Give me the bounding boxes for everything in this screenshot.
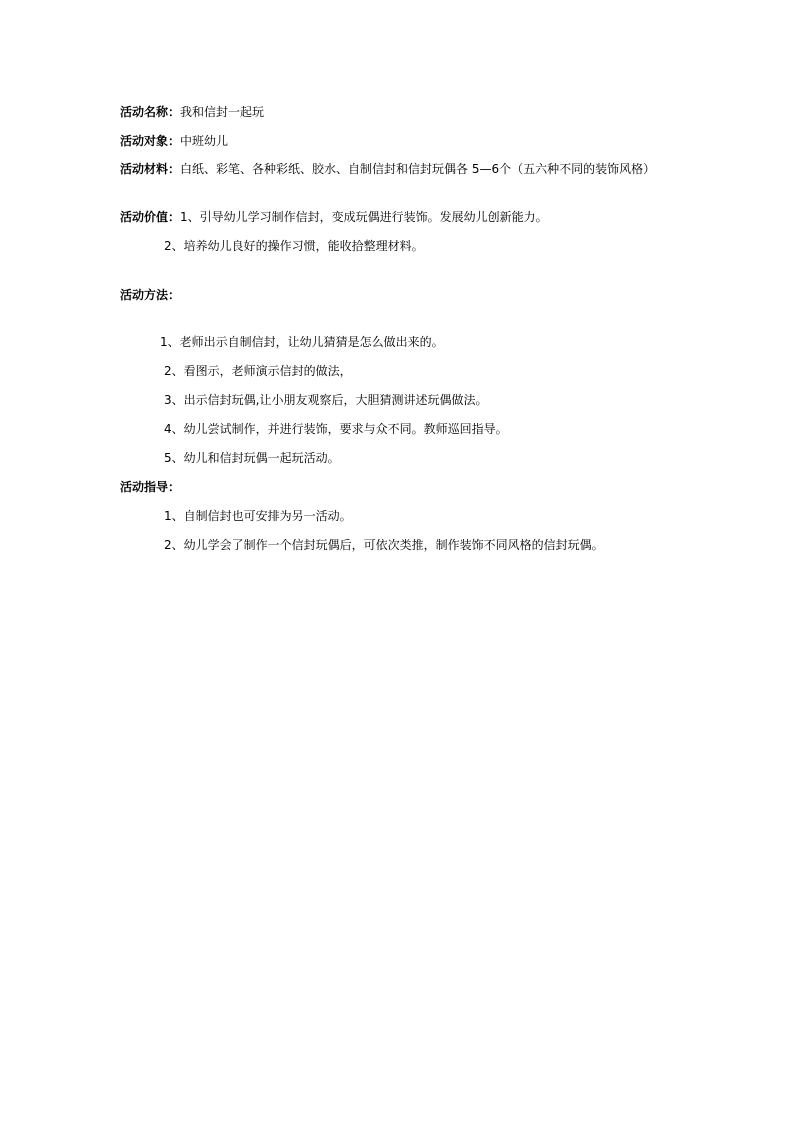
activity-method-item: 1、老师出示自制信封，让幼儿猜猜是怎么做出来的。 bbox=[160, 335, 444, 349]
activity-value-item: 2、培养幼儿良好的操作习惯，能收拾整理材料。 bbox=[164, 239, 424, 253]
activity-target-label: 活动对象： bbox=[120, 134, 181, 148]
activity-guidance-item: 2、幼儿学会了制作一个信封玩偶后，可依次类推，制作装饰不同风格的信封玩偶。 bbox=[164, 538, 604, 552]
activity-value-row bbox=[120, 209, 548, 225]
activity-name-value: 我和信封一起玩 bbox=[180, 105, 265, 119]
activity-name-row bbox=[120, 104, 264, 120]
activity-method-item: 2、看图示，老师演示信封的做法， bbox=[164, 364, 352, 378]
activity-method-item: 5、幼儿和信封玩偶一起玩活动。 bbox=[164, 451, 340, 465]
activity-guidance-item: 1、自制信封也可安排为另一活动。 bbox=[164, 509, 352, 523]
activity-guidance-label: 活动指导： bbox=[120, 480, 181, 494]
activity-materials-row bbox=[120, 161, 655, 177]
activity-materials-label: 活动材料： bbox=[120, 162, 181, 176]
activity-method-item: 4、幼儿尝试制作，并进行装饰，要求与众不同。教师巡回指导。 bbox=[164, 422, 508, 436]
activity-materials-value: 白纸、彩笔、各种彩纸、胶水、自制信封和信封玩偶各 5—6个（五六种不同的装饰风格） bbox=[180, 162, 656, 176]
activity-method-label: 活动方法： bbox=[120, 288, 181, 302]
activity-value-label: 活动价值： bbox=[120, 210, 181, 224]
activity-target-row bbox=[120, 133, 228, 149]
activity-name-label: 活动名称： bbox=[120, 105, 181, 119]
activity-target-value: 中班幼儿 bbox=[180, 134, 229, 148]
activity-method-item: 3、出示信封玩偶,让小朋友观察后，大胆猜测讲述玩偶做法。 bbox=[164, 393, 488, 407]
activity-value-item: 1、引导幼儿学习制作信封，变成玩偶进行装饰。发展幼儿创新能力。 bbox=[180, 210, 548, 224]
